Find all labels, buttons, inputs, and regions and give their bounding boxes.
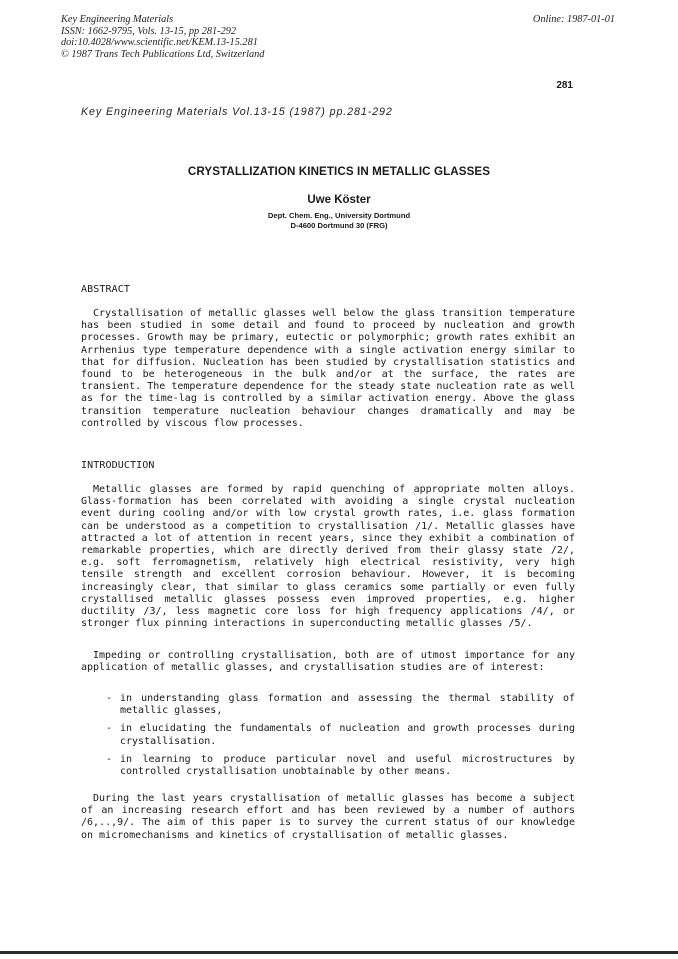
intro-paragraph-2: Impeding or controlling crystallisation, both are of utmost importance for any application of metallic glasses, and crystallisation studies are of interest:: [81, 650, 575, 674]
list-dash: -: [106, 753, 113, 765]
intro-paragraph-1: Metallic glasses are formed by rapid quenching of appropriate molten alloys. Glass-formation has been correlated with avoiding a single crystal nucleation event during cooling and/or with low crystal growth rates, i.e. glass formation can be understood as a competition to crystallisation /1/. Metallic glasses have attracted a lot of attention in recent years, since they exhibit a combination of remarkable properties, which are directly derived from their glassy state /2/, e.g. soft ferromagnetism, relatively high electrical resistivity, very high tensile strength and excellent corrosion behaviour. However, it is becoming increasingly clear, that similar to glass ceramics some partially or even fully crystallised metallic glasses possess even improved properties, e.g. higher ductility /3/, less magnetic core loss for high frequency applications /4/, or stronger flux pinning interactions in superconducting metallic glasses /5/.: [81, 484, 575, 630]
crystallisation-interest-list: [106, 693, 575, 784]
list-dash: -: [106, 723, 113, 735]
meta-doi: doi:10.4028/www.scientific.net/KEM.13-15.281: [61, 37, 258, 49]
meta-journal: Key Engineering Materials: [61, 14, 174, 25]
journal-citation: Key Engineering Materials Vol.13-15 (1987) pp.281-292: [81, 106, 393, 118]
paper-author: Uwe Köster: [307, 194, 371, 206]
author-address: D-4600 Dortmund 30 (FRG): [290, 221, 388, 230]
list-item: [106, 693, 575, 717]
author-affiliation: Dept. Chem. Eng., University Dortmund: [267, 211, 411, 220]
intro-paragraph-3: During the last years crystallisation of metallic glasses has become a subject of an increasing research effort and has been reviewed by a number of authors /6,..,9/. The aim of this paper is to survey the current status of our knowledge on micromechanisms and kinetics of crystallisation of metallic glasses.: [81, 793, 575, 841]
abstract-heading: ABSTRACT: [81, 284, 130, 295]
publication-metadata: [61, 14, 264, 60]
list-item-text: in learning to produce particular novel and useful microstructures by controlled crystallisation unobtainable by other means.: [120, 753, 575, 778]
meta-issn: ISSN: 1662-9795, Vols. 13-15, pp 281-292: [61, 25, 237, 37]
abstract-text: Crystallisation of metallic glasses well below the glass transition temperature has been studied in some detail and found to proceed by nucleation and growth processes. Growth may be primary, eutectic or polymorphic; growth rates exhibit an Arrhenius type temperature dependence with a single activation energy similar to that for diffusion. Nucleation has been studied by crystallisation statistics and found to be heterogeneous in the bulk and/or at the surface, the rates are transient. The temperature dependence for the steady state nucleation rate as well as for the time-lag is controlled by a similar activation energy. Above the glass transition temperature nucleation behaviour changes dramatically and may be controlled by viscous flow processes.: [81, 308, 575, 429]
introduction-heading: INTRODUCTION: [81, 460, 155, 471]
list-item-text: in elucidating the fundamentals of nucleation and growth processes during crystallisation.: [120, 723, 575, 747]
list-item: [106, 754, 575, 778]
page-bottom-rule: [0, 951, 678, 954]
paper-title: CRYSTALLIZATION KINETICS IN METALLIC GLASSES: [187, 165, 491, 178]
list-item: [106, 723, 575, 747]
page-number: 281: [556, 80, 573, 91]
meta-copyright: © 1987 Trans Tech Publications Ltd, Switzerland: [61, 48, 265, 60]
list-dash: -: [106, 693, 113, 704]
list-item-text: in understanding glass formation and assessing the thermal stability of metallic glasses,: [120, 693, 575, 717]
online-date: Online: 1987-01-01: [532, 14, 615, 25]
